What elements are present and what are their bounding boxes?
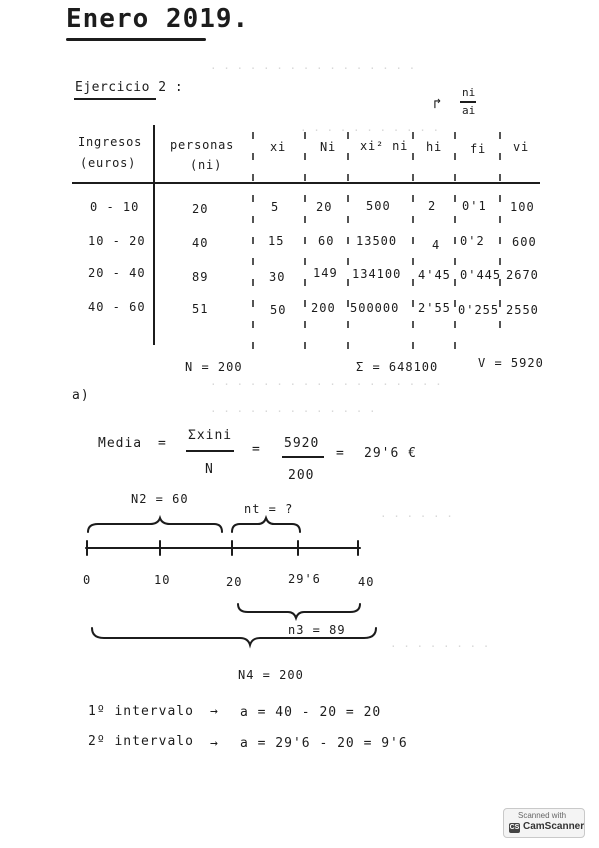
row2-xi: 15 <box>268 234 285 248</box>
row1-Ni: 20 <box>316 200 333 214</box>
nt-label: nt = ? <box>244 502 294 516</box>
n2-label: N2 = 60 <box>131 492 189 506</box>
tick-label: 20 <box>226 575 243 589</box>
row2-interval: 10 - 20 <box>88 234 146 248</box>
row1-xi2ni: 500 <box>366 199 391 213</box>
tick-label: 0 <box>83 573 92 587</box>
row4-vi: 2550 <box>506 303 539 317</box>
curved-arrow-icon: ↱ <box>433 96 442 112</box>
bleed-through-text: · · · · · · · · <box>390 640 490 653</box>
row4-xi: 50 <box>270 303 287 317</box>
n3-label: n3 = 89 <box>288 623 346 637</box>
row3-xi2ni: 134100 <box>352 267 402 281</box>
arrow-right-icon: → <box>210 736 219 751</box>
header-vi: vi <box>513 140 530 154</box>
interval2-label: 2º intervalo <box>88 734 194 749</box>
header-personas: personas <box>170 138 235 152</box>
scanner-brand: CamScanner <box>523 821 585 832</box>
interval1-calc: a = 40 - 20 = 20 <box>240 705 382 720</box>
header-ni: (ni) <box>190 158 223 172</box>
tick-label: 40 <box>358 575 375 589</box>
fraction1-numerator: Σxini <box>188 428 233 443</box>
scanner-caption: Scanned with <box>518 811 567 820</box>
part-a-label: a) <box>72 388 90 403</box>
row2-hi: 4 <box>432 238 441 252</box>
row3-ni: 89 <box>192 270 209 284</box>
row4-fi: 0'255 <box>458 303 500 317</box>
row2-fi: 0'2 <box>460 234 485 248</box>
row2-xi2ni: 13500 <box>356 234 398 248</box>
bleed-through-text: · · · · · · · · · · · <box>300 124 440 137</box>
header-ingresos: Ingresos <box>78 135 143 149</box>
row1-hi: 2 <box>428 199 437 213</box>
header-hi: hi <box>426 140 443 154</box>
media-label: Media <box>98 436 143 451</box>
annotation-numerator: ni <box>462 86 476 99</box>
equals-sign: = <box>252 442 261 457</box>
row3-fi: 0'445 <box>460 268 502 282</box>
fraction1-denominator: N <box>205 462 214 477</box>
n4-label: N4 = 200 <box>238 668 304 682</box>
header-fi: fi <box>470 142 487 156</box>
interval1-label: 1º intervalo <box>88 704 194 719</box>
camscanner-logo-icon: CS <box>509 824 520 831</box>
header-xi2ni: xi² ni <box>360 139 409 153</box>
row4-interval: 40 - 60 <box>88 300 146 314</box>
row2-ni: 40 <box>192 236 209 250</box>
row3-hi: 4'45 <box>418 268 451 282</box>
row4-Ni: 200 <box>311 301 336 315</box>
arrow-right-icon: → <box>210 704 219 719</box>
media-result: 29'6 € <box>364 446 417 461</box>
row3-Ni: 149 <box>313 266 338 280</box>
row2-Ni: 60 <box>318 234 335 248</box>
row4-ni: 51 <box>192 302 209 316</box>
bleed-through-text: · · · · · · · · · · · · · · · · <box>210 62 416 75</box>
header-xi: xi <box>270 140 287 154</box>
row3-vi: 2670 <box>506 268 539 282</box>
row3-xi: 30 <box>269 270 286 284</box>
row1-fi: 0'1 <box>462 199 487 213</box>
tick-label: 10 <box>154 573 171 587</box>
total-N: N = 200 <box>185 360 243 374</box>
total-V: V = 5920 <box>478 356 544 370</box>
bleed-through-text: · · · · · · · · · · · · · <box>210 405 376 418</box>
total-sum: Σ = 648100 <box>356 360 439 374</box>
header-Ni: Ni <box>320 140 337 154</box>
equals-sign: = <box>336 446 345 461</box>
row4-hi: 2'55 <box>418 301 451 315</box>
row1-ni: 20 <box>192 202 209 216</box>
exercise-label: Ejercicio 2 : <box>75 80 184 95</box>
row1-interval: 0 - 10 <box>90 200 140 214</box>
row1-xi: 5 <box>271 200 280 214</box>
row2-vi: 600 <box>512 235 537 249</box>
bleed-through-text: · · · · · · · · · · · · · · · · · · <box>210 378 442 391</box>
fraction2-denominator: 200 <box>288 468 315 483</box>
row3-interval: 20 - 40 <box>88 266 146 280</box>
header-euros: (euros) <box>80 156 137 170</box>
page-title: Enero 2019. <box>66 4 250 34</box>
row4-xi2ni: 500000 <box>350 301 400 315</box>
camscanner-badge <box>503 808 585 838</box>
interval2-calc: a = 29'6 - 20 = 9'6 <box>240 736 408 751</box>
fraction2-numerator: 5920 <box>284 436 320 451</box>
tick-label: 29'6 <box>288 572 321 586</box>
equals-sign: = <box>158 436 167 451</box>
bleed-through-text: · · · · · · <box>380 510 453 523</box>
annotation-denominator: ai <box>462 104 476 117</box>
row1-vi: 100 <box>510 200 535 214</box>
